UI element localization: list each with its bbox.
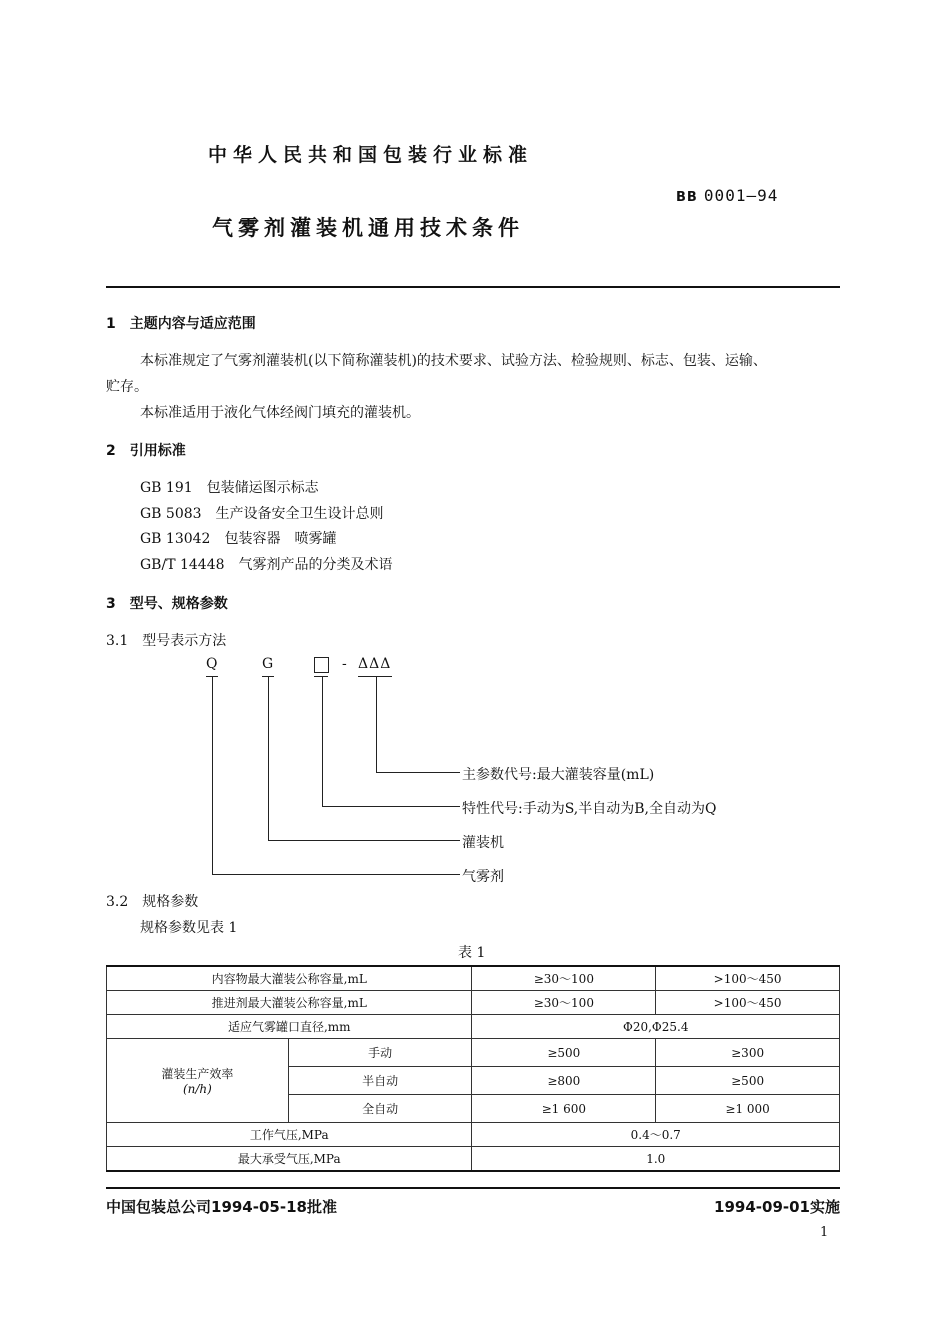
footer-divider bbox=[106, 1187, 840, 1189]
table-cell-efficiency-label bbox=[107, 1039, 289, 1123]
implementation-date: 1994-09-01实施 bbox=[714, 1198, 840, 1216]
table-cell: ≥1 600 bbox=[472, 1095, 656, 1123]
efficiency-label-line1: 灌装生产效率 bbox=[161, 1067, 234, 1081]
table-cell: 1.0 bbox=[472, 1147, 840, 1172]
table-cell: 半自动 bbox=[288, 1067, 472, 1095]
section-1-para2: 本标准适用于液化气体经阀门填充的灌装机。 bbox=[140, 405, 420, 421]
underline-box bbox=[314, 676, 328, 677]
approval-date: 中国包装总公司1994-05-18批准 bbox=[106, 1198, 337, 1216]
model-letter-g: G bbox=[262, 656, 274, 672]
model-dash: - bbox=[342, 656, 347, 672]
table-row bbox=[107, 1015, 840, 1039]
spec-table bbox=[106, 965, 840, 1172]
table-cell: 工作气压,MPa bbox=[107, 1123, 472, 1147]
reference-item: GB/T 14448 气雾剂产品的分类及术语 bbox=[140, 557, 393, 573]
table-row bbox=[107, 966, 840, 991]
code-prefix: BB bbox=[676, 190, 698, 205]
header-divider bbox=[106, 286, 840, 288]
standard-category: 中华人民共和国包装行业标准 bbox=[208, 144, 534, 166]
model-letter-q: Q bbox=[206, 656, 218, 672]
section-1-para1-line2: 贮存。 bbox=[106, 379, 148, 395]
table-cell: >100～450 bbox=[656, 966, 840, 991]
table-cell: ≥500 bbox=[656, 1067, 840, 1095]
section-3-heading: 3 型号、规格参数 bbox=[106, 596, 228, 612]
table-row bbox=[107, 991, 840, 1015]
table-caption: 表 1 bbox=[458, 945, 486, 961]
underline-delta bbox=[358, 676, 392, 677]
table-cell: 最大承受气压,MPa bbox=[107, 1147, 472, 1172]
table-cell: 手动 bbox=[288, 1039, 472, 1067]
table-cell: ≥30～100 bbox=[472, 966, 656, 991]
reference-item: GB 191 包装储运图示标志 bbox=[140, 480, 319, 496]
reference-item: GB 13042 包装容器 喷雾罐 bbox=[140, 531, 337, 547]
leader-q-horizontal bbox=[212, 874, 460, 875]
subsection-3-2-text: 规格参数见表 1 bbox=[140, 920, 238, 936]
code-number: 0001—94 bbox=[703, 186, 779, 205]
table-cell: 推进剂最大灌装公称容量,mL bbox=[107, 991, 472, 1015]
table-row bbox=[107, 1123, 840, 1147]
model-delta: ΔΔΔ bbox=[358, 656, 392, 672]
standard-code bbox=[676, 186, 778, 205]
leader-q-vertical bbox=[212, 676, 213, 874]
leader-g-horizontal bbox=[268, 840, 460, 841]
leader-delta-horizontal bbox=[376, 772, 460, 773]
label-characteristic: 特性代号:手动为S,半自动为B,全自动为Q bbox=[462, 801, 717, 817]
table-cell: ≥30～100 bbox=[472, 991, 656, 1015]
table-cell: >100～450 bbox=[656, 991, 840, 1015]
table-cell: Φ20,Φ25.4 bbox=[472, 1015, 840, 1039]
table-cell: ≥300 bbox=[656, 1039, 840, 1067]
document-title: 气雾剂灌装机通用技术条件 bbox=[212, 216, 524, 240]
table-cell: 0.4～0.7 bbox=[472, 1123, 840, 1147]
table-row bbox=[107, 1039, 840, 1067]
table-cell: ≥500 bbox=[472, 1039, 656, 1067]
leader-g-vertical bbox=[268, 676, 269, 840]
leader-delta-vertical bbox=[376, 676, 377, 772]
subsection-3-2-heading: 3.2 规格参数 bbox=[106, 894, 199, 910]
leader-box-horizontal bbox=[322, 806, 460, 807]
table-cell: 全自动 bbox=[288, 1095, 472, 1123]
reference-item: GB 5083 生产设备安全卫生设计总则 bbox=[140, 506, 384, 522]
leader-box-vertical bbox=[322, 676, 323, 806]
label-aerosol: 气雾剂 bbox=[462, 869, 504, 885]
table-cell: ≥800 bbox=[472, 1067, 656, 1095]
subsection-3-1-heading: 3.1 型号表示方法 bbox=[106, 633, 227, 649]
model-box bbox=[314, 657, 329, 673]
label-main-parameter: 主参数代号:最大灌装容量(mL) bbox=[462, 767, 655, 783]
label-filling-machine: 灌装机 bbox=[462, 835, 504, 851]
section-2-heading: 2 引用标准 bbox=[106, 443, 186, 459]
page-number: 1 bbox=[820, 1225, 829, 1240]
table-cell: 适应气雾罐口直径,mm bbox=[107, 1015, 472, 1039]
efficiency-label-line2: (n/h) bbox=[182, 1082, 212, 1096]
table-cell: 内容物最大灌装公称容量,mL bbox=[107, 966, 472, 991]
table-cell: ≥1 000 bbox=[656, 1095, 840, 1123]
section-1-para1-line1: 本标准规定了气雾剂灌装机(以下简称灌装机)的技术要求、试验方法、检验规则、标志、包装、运输、 bbox=[140, 353, 767, 369]
table-row bbox=[107, 1147, 840, 1172]
section-1-heading: 1 主题内容与适应范围 bbox=[106, 316, 256, 332]
